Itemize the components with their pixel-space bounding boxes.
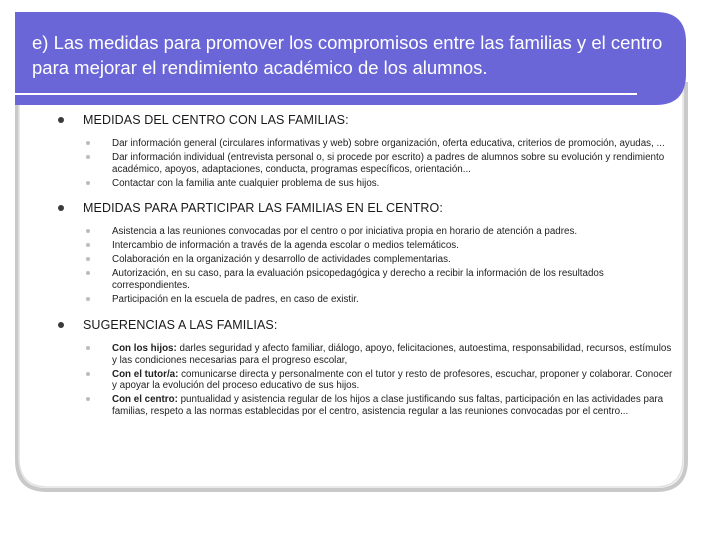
list-item: Dar información individual (entrevista personal o, si procede por escrito) a padres de alumnos sobre su evolución y rendimiento académico, apoyos, adaptaciones, conducta, programas específicos, orientación...: [83, 152, 678, 175]
bullet-icon: [86, 141, 90, 145]
section-heading: MEDIDAS PARA PARTICIPAR LAS FAMILIAS EN EL CENTRO:: [83, 201, 443, 216]
section-heading: MEDIDAS DEL CENTRO CON LAS FAMILIAS:: [83, 113, 349, 127]
slide-content: [58, 113, 678, 430]
bullet-icon: [86, 229, 90, 233]
bullet-icon: [58, 117, 64, 123]
bullet-icon: [58, 205, 64, 211]
list-item: Dar información general (circulares informativas y web) sobre organización, oferta educativa, criterios de promoción, ayudas, ...: [83, 138, 678, 150]
bullet-icon: [86, 297, 90, 301]
section-heading: SUGERENCIAS A LAS FAMILIAS:: [83, 317, 278, 332]
section-list: [83, 226, 678, 305]
bullet-icon: [86, 271, 90, 275]
list-item: Contactar con la familia ante cualquier problema de sus hijos.: [83, 178, 678, 190]
section-list: [83, 138, 678, 189]
bullet-icon: [86, 155, 90, 159]
bullet-icon: [86, 346, 90, 350]
bullet-icon: [58, 322, 64, 328]
list-item: Participación en la escuela de padres, en caso de existir.: [83, 294, 678, 306]
list-item: Intercambio de información a través de la agenda escolar o medios telemáticos.: [83, 240, 678, 252]
bullet-icon: [86, 372, 90, 376]
section-centro-familias: [58, 113, 678, 189]
bullet-icon: [86, 257, 90, 261]
section-list: [83, 343, 678, 418]
bullet-icon: [86, 181, 90, 185]
bullet-icon: [86, 243, 90, 247]
list-item: Con los hijos: darles seguridad y afecto familiar, diálogo, apoyo, felicitaciones, autoestima, responsabilidad, recursos, estímulos y las condiciones necesarias para el progreso escolar,: [83, 343, 678, 366]
list-item: Con el centro: puntualidad y asistencia regular de los hijos a clase justificando sus faltas, participación en las actividades para familias, respeto a las normas establecidas por el centro, asistencia regular a las reuniones convocadas por el centro...: [83, 394, 678, 417]
list-item: Colaboración en la organización y desarrollo de actividades complementarias.: [83, 254, 678, 266]
slide-title: e) Las medidas para promover los compromisos entre las familias y el centro para mejorar el rendimiento académico de los alumnos.: [32, 32, 663, 78]
section-participar-familias: [58, 201, 678, 305]
list-item: Autorización, en su caso, para la evaluación psicopedagógica y derecho a recibir la información de los resultados correspondientes.: [83, 268, 678, 291]
bullet-icon: [86, 397, 90, 401]
section-sugerencias: [58, 318, 678, 418]
list-item: Con el tutor/a: comunicarse directa y personalmente con el tutor y resto de profesores, escuchar, proponer y colaborar. Conocer y apoyar la evolución del proceso educativo de sus hijos.: [83, 369, 678, 392]
list-item: Asistencia a las reuniones convocadas por el centro o por iniciativa propia en horario de atención a padres.: [83, 226, 678, 238]
